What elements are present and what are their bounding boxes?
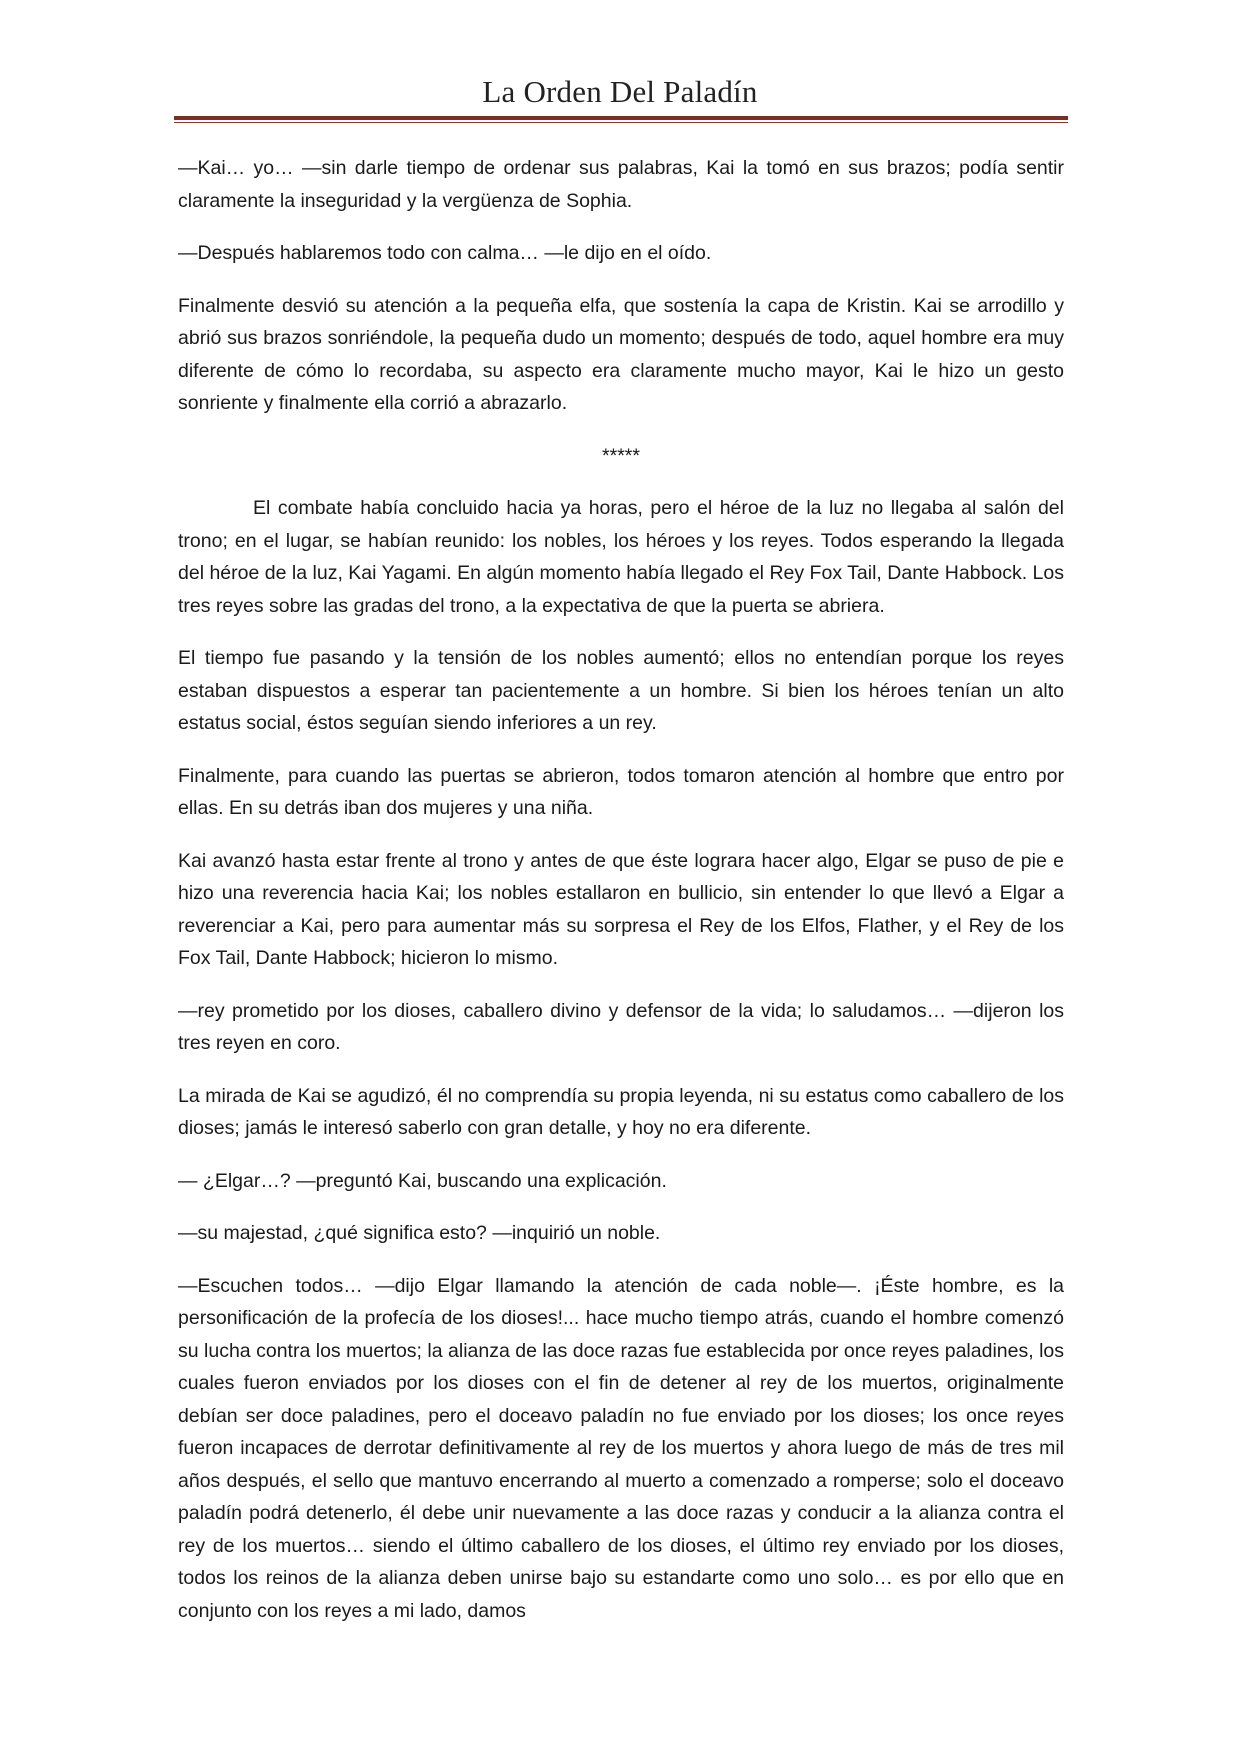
paragraph: Finalmente desvió su atención a la pequeña elfa, que sostenía la capa de Kristin. Kai se arrodillo y abrió sus brazos sonriéndole, la pequeña dudo un momento; después de todo, aquel hombre era muy diferente de cómo lo recordaba, su aspecto era claramente mucho mayor, Kai le hizo un gesto sonriente y finalmente ella corrió a abrazarlo. bbox=[178, 294, 1064, 414]
paragraph: Kai avanzó hasta estar frente al trono y antes de que éste lograra hacer algo, Elgar se puso de pie e hizo una reverencia hacia Kai; los nobles estallaron en bullicio, sin entender lo que llevó a Elgar a reverenciar a Kai, pero para aumentar más su sorpresa el Rey de los Elfos, Flather, y el Rey de los Fox Tail, Dante Habbock; hicieron lo mismo. bbox=[178, 849, 1064, 969]
paragraph: Finalmente, para cuando las puertas se abrieron, todos tomaron atención al hombre que entro por ellas. En su detrás iban dos mujeres y una niña. bbox=[178, 764, 1064, 819]
paragraph: —Escuchen todos… —dijo Elgar llamando la atención de cada noble—. ¡Éste hombre, es la personificación de la profecía de los dioses!... hace mucho tiempo atrás, cuando el hombre comenzó su lucha contra los muertos; la alianza de las doce razas fue establecida por once reyes paladines, los cuales fueron enviados por los dioses con el fin de detener al rey de los muertos, originalmente debían ser doce paladines, pero el doceavo paladín no fue enviado por los dioses; los once reyes fueron incapaces de derrotar definitivamente al rey de los muertos y ahora luego de más de tres mil años después, el sello que mantuvo encerrando al muerto a comenzado a romperse; solo el doceavo paladín podrá detenerlo, él debe unir nuevamente a las doce razas y conducir a la alianza contra el rey de los muertos… siendo el último caballero de los dioses, el último rey enviado por los dioses, todos los reinos de la alianza deben unirse bajo su estandarte como uno solo… es por ello que en conjunto con los reyes a mi lado, damos bbox=[178, 1274, 1064, 1622]
page-title: La Orden Del Paladín bbox=[482, 74, 758, 109]
paragraph: —Kai… yo… —sin darle tiempo de ordenar sus palabras, Kai la tomó en sus brazos; podía sentir claramente la inseguridad y la vergüenza de Sophia. bbox=[178, 157, 1064, 212]
scene-break: ***** bbox=[602, 444, 640, 467]
paragraph: —su majestad, ¿qué significa esto? —inquirió un noble. bbox=[178, 1222, 661, 1244]
paragraph: El tiempo fue pasando y la tensión de los nobles aumentó; ellos no entendían porque los reyes estaban dispuestos a esperar tan pacientemente a un hombre. Si bien los héroes tenían un alto estatus social, éstos seguían siendo inferiores a un rey. bbox=[178, 647, 1064, 734]
paragraph: —Después hablaremos todo con calma… —le dijo en el oído. bbox=[178, 242, 712, 264]
paragraph: El combate había concluido hacia ya horas, pero el héroe de la luz no llegaba al salón del trono; en el lugar, se habían reunido: los nobles, los héroes y los reyes. Todos esperando la llegada del héroe de la luz, Kai Yagami. En algún momento había llegado el Rey Fox Tail, Dante Habbock. Los tres reyes sobre las gradas del trono, a la expectativa de que la puerta se abriera. bbox=[178, 497, 1064, 617]
paragraph: — ¿Elgar…? —preguntó Kai, buscando una explicación. bbox=[178, 1169, 667, 1192]
paragraph: La mirada de Kai se agudizó, él no comprendía su propia leyenda, ni su estatus como caballero de los dioses; jamás le interesó saberlo con gran detalle, y hoy no era diferente. bbox=[178, 1084, 1064, 1139]
header-rule-thin bbox=[174, 122, 1068, 123]
paragraph: —rey prometido por los dioses, caballero divino y defensor de la vida; lo saludamos… —dijeron los tres reyen en coro. bbox=[178, 999, 1064, 1054]
header-rule-thick bbox=[174, 116, 1068, 120]
body-text bbox=[178, 152, 1064, 1647]
